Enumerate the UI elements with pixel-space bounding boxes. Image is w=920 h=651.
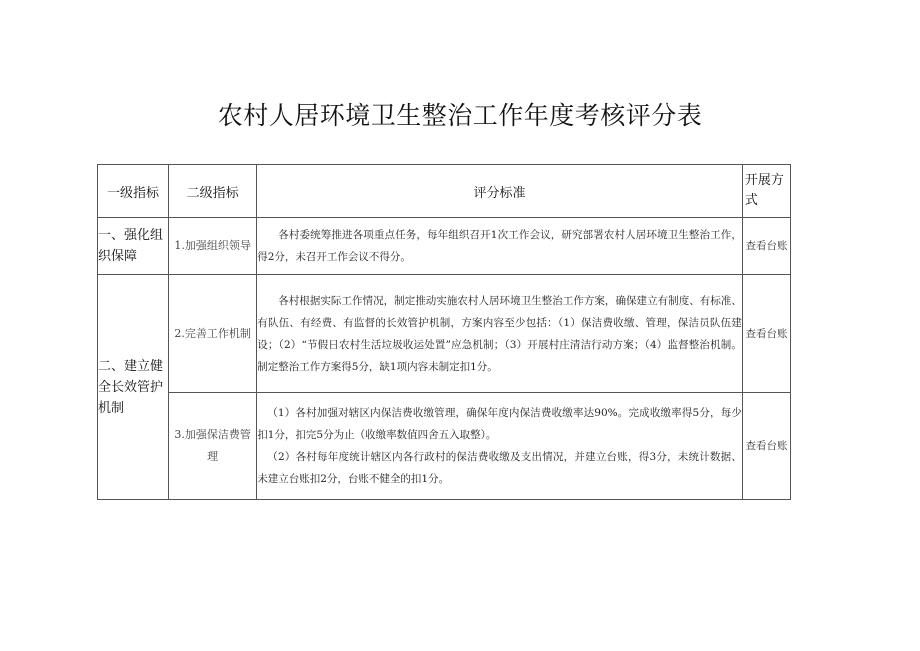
standard-text: （2）各村每年度统计辖区内各行政村的保洁费收缴及支出情况，并建立台账，得3分，未统计数据、未建立台账扣2分，台账不健全的扣1分。 (257, 451, 742, 485)
standard-text: 各村委统筹推进各项重点任务，每年组织召开1次工作会议，研究部署农村人居环境卫生整治工作，得2分，未召开工作会议不得分。 (257, 229, 742, 263)
standard-cell (257, 275, 743, 393)
mode-cell: 查看台账 (742, 393, 790, 500)
level2-cell: 3.加强保洁费管理 (169, 393, 257, 500)
mode-cell: 查看台账 (742, 218, 790, 275)
standard-text: 各村根据实际工作情况，制定推动实施农村人居环境卫生整治工作方案，确保建立有制度、有标准、有队伍、有经费、有监督的长效管护机制，方案内容至少包括：（1）保洁费收缴、管理，保洁员队伍建设；（2）“节假日农村生活垃圾收运处置”应急机制；（3）开展村庄清洁行动方案；（4）监督整治机制。制定整治工作方案得5分，缺1项内容未制定扣1分。 (257, 294, 742, 373)
level2-cell: 1.加强组织领导 (169, 218, 257, 275)
table-row (98, 218, 791, 275)
page-title: 农村人居环境卫生整治工作年度考核评分表 (217, 101, 703, 130)
level1-cell: 一、强化组织保障 (98, 218, 169, 275)
level1-cell: 二、建立健全长效管护机制 (98, 275, 169, 500)
level2-cell: 2.完善工作机制 (169, 275, 257, 393)
header-level1: 一级指标 (98, 165, 169, 218)
standard-cell (257, 393, 743, 500)
table-row (98, 393, 791, 500)
table-row (98, 275, 791, 393)
table-header-row (98, 165, 791, 218)
mode-cell: 查看台账 (742, 275, 790, 393)
standard-cell (257, 218, 743, 275)
header-standard: 评分标准 (257, 165, 743, 218)
standard-text: （1）各村加强对辖区内保洁费收缴管理，确保年度内保洁费收缴率达90%。完成收缴率得5分，每少扣1分，扣完5分为止（收缴率数值四舍五入取整）。 (257, 407, 742, 441)
scoring-table (97, 164, 791, 500)
header-mode: 开展方式 (742, 165, 790, 218)
header-level2: 二级指标 (169, 165, 257, 218)
